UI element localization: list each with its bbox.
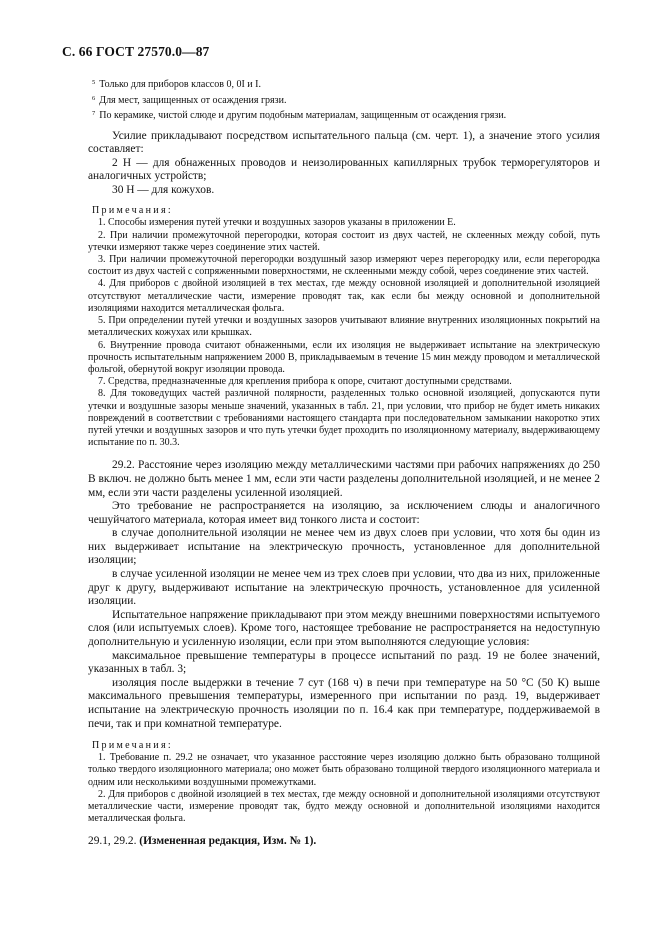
section-paragraph: максимальное превышение температуры в процессе испытаний по разд. 19 не более значений, указанных в табл. 3; xyxy=(88,649,600,676)
footnote-number: 7 xyxy=(92,110,96,117)
note-item: 4. Для приборов с двойной изоляцией в тех местах, где между основной изоляцией и дополнительной изоляцией отсутствуют металлические части, измерение проводят так, как если бы между основной и дополнительной изоляциями находится металлическая фольга. xyxy=(88,278,600,314)
edition-text: (Измененная редакция, Изм. № 1). xyxy=(139,835,317,848)
note-item: 1. Требование п. 29.2 не означает, что указанное расстояние через изоляцию должно быть образовано толщиной только твердого изоляционного материала; оно может быть образовано толщиной твердого изоляционного материала и одним или несколькими воздушными промежутками. xyxy=(88,752,600,788)
footnote-text: Для мест, защищенных от осаждения грязи. xyxy=(99,94,287,106)
section-paragraph: Это требование не распространяется на изоляцию, за исключением слюды и аналогичного чешуйчатого материала, которая имеет вид тонкого листа и состоит: xyxy=(88,500,600,526)
note-item: 8. Для токоведущих частей различной полярности, разделенных только основной изоляцией, допускаются пути утечки и воздушные зазоры меньше значений, указанных в табл. 21, при условии, что прибор не будет иметь никаких повреждений в соответствии с требованиями настоящего стандарта при последовательном замыкании накоротко этих путей утечки и воздушных зазоров и что путь утечки будет проходить по изоляционному материалу, выдерживающему испытание по п. 30.3. xyxy=(88,388,600,449)
footnotes xyxy=(88,76,600,123)
footnote xyxy=(88,92,600,108)
force-item-wires: 2 Н — для обнаженных проводов и неизолированных капиллярных трубок терморегуляторов и аналогичных устройств; xyxy=(88,156,600,183)
footnote-number: 5 xyxy=(92,79,96,86)
section-29-2-paragraph: 29.2. Расстояние через изоляцию между металлическими частями при рабочих напряжениях до 250 В включ. не должно быть менее 1 мм, если эти части разделены дополнительной изоляцией, и не менее 2 мм, если эти части разделены усиленной изоляцией. xyxy=(88,459,600,499)
section-paragraph: в случае дополнительной изоляции не менее чем из двух слоев при условии, что хотя бы один из них выдерживает испытание на электрическую прочность, установленное для дополнительной изоляции; xyxy=(88,527,600,567)
footnote-text: Только для приборов классов 0, 0I и I. xyxy=(99,79,261,90)
section-paragraph: изоляция после выдержки в течение 7 сут (168 ч) в печи при температуре на 50 °С (50 К) выше максимального превышения температуры, измеренного при испытании по разд. 19, выдерживает испытание на электрическую прочность изоляции по п. 16.4 как при температуре, поддерживаемой в печи, так и при комнатной температуре. xyxy=(88,676,600,730)
notes-heading: Примечания: xyxy=(92,205,173,217)
notes-heading: Примечания: xyxy=(92,740,173,752)
footnote xyxy=(88,107,600,123)
page-header: С. 66 ГОСТ 27570.0—87 xyxy=(62,44,210,59)
edition-note xyxy=(88,835,600,849)
note-item: 6. Внутренние провода считают обнаженными, если их изоляция не выдерживает испытание на электрическую прочность испытательным напряжением 2000 В, прикладываемым в течение 15 мин между проводом и металлической фольгой, обернутой вокруг изоляции провода. xyxy=(88,339,600,375)
note-item: 1. Способы измерения путей утечки и воздушных зазоров указаны в приложении Е. xyxy=(98,217,456,229)
note-item: 2. Для приборов с двойной изоляцией в тех местах, где между основной и дополнительной изоляциями отсутствуют металлические части, измерение проводят так, будто между основной и дополнительной изоляциями находится металлическая фольга. xyxy=(88,788,600,825)
note-item: 5. При определении путей утечки и воздушных зазоров учитывают влияние внутренних изоляционных покрытий на металлических кожухах или крышках. xyxy=(88,315,600,339)
footnote xyxy=(88,76,600,92)
page-content xyxy=(88,76,600,849)
note-item: 7. Средства, предназначенные для крепления прибора к опоре, считают доступными средствами. xyxy=(98,376,512,388)
force-item-housings: 30 Н — для кожухов. xyxy=(112,183,215,196)
footnote-number: 6 xyxy=(92,94,96,102)
section-paragraph: Испытательное напряжение прикладывают при этом между внешними поверхностями испытуемого слоя (или испытуемых слоев). Кроме того, настоящее требование не распространяется на недоступную дополнительную и усиленную изоляции, если при этом выполняются следующие условия: xyxy=(88,608,600,649)
force-intro-paragraph: Усилие прикладывают посредством испытательного пальца (см. черт. 1), а значение этого усилия составляет: xyxy=(88,129,600,156)
section-paragraph: в случае усиленной изоляции не менее чем из трех слоев при условии, что два из них, приложенные друг к другу, выдерживают испытание на электрическую прочность, установленное для усиленной изоляции. xyxy=(88,568,600,608)
note-item: 3. При наличии промежуточной перегородки воздушный зазор измеряют через перегородку или, если перегородка состоит из двух частей с сопряженными поверхностями, не склеенными между собой, через соединение этих частей. xyxy=(88,254,600,278)
note-item: 2. При наличии промежуточной перегородки, которая состоит из двух частей, не склеенных между собой, путь утечки измеряют также через соединение этих частей. xyxy=(88,229,600,253)
edition-ref: 29.1, 29.2. xyxy=(88,835,137,848)
footnote-text: По керамике, чистой слюде и другим подобным материалам, защищенным от осаждения грязи. xyxy=(99,110,507,121)
